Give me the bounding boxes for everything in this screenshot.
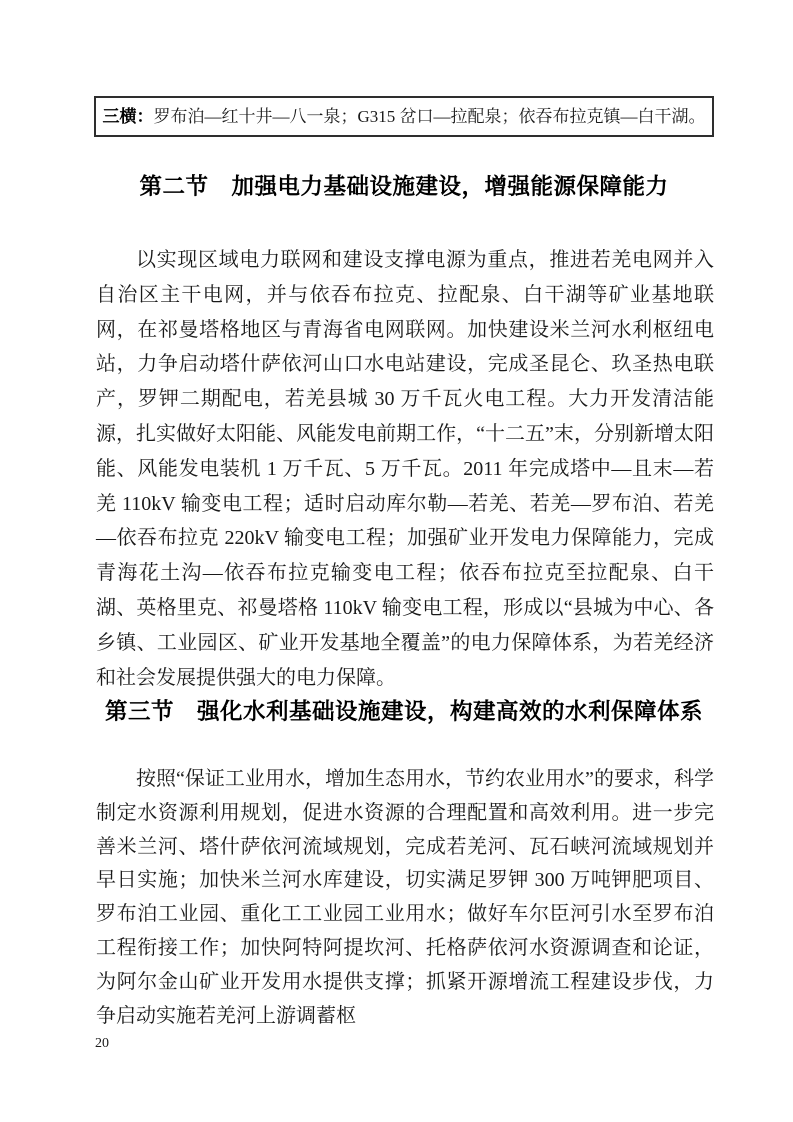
callout-text: 罗布泊—红十井—八一泉；G315 岔口—拉配泉；依吞布拉克镇—白干湖。 — [153, 107, 706, 126]
section-heading-water-conservancy: 第三节 强化水利基础设施建设，构建高效的水利保障体系 — [104, 699, 703, 724]
callout-box — [94, 96, 714, 137]
page-number: 20 — [95, 1036, 109, 1051]
section-paragraph-electric-power: 以实现区域电力联网和建设支撑电源为重点，推进若羌电网并入自治区主干电网，并与依吞布拉克、拉配泉、白干湖等矿业基地联网，在祁曼塔格地区与青海省电网联网。加快建设米兰河水利枢纽电站，力争启动塔什萨依河山口水电站建设，完成圣昆仑、玖圣热电联产，罗钾二期配电，若羌县城 30 万千瓦火电工程。大力开发清洁能源，扎实做好太阳能、风能发电前期工作，“十二五”末，分别新增太阳能、风能发电装机 1 万千瓦、5 万千瓦。2011 年完成塔中—且末—若羌 110kV 输变电工程；适时启动库尔勒—若羌、若羌—罗布泊、若羌—依吞布拉克 220kV 输变电工程；加强矿业开发电力保障能力，完成青海花土沟—依吞布拉克输变电工程；依吞布拉克至拉配泉、白干湖、英格里克、祁曼塔格 110kV 输变电工程，形成以“县城为中心、各乡镇、工业园区、矿业开发基地全覆盖”的电力保障体系，为若羌经济和社会发展提供强大的电力保障。 — [96, 249, 714, 689]
section-paragraph-water-conservancy: 按照“保证工业用水，增加生态用水，节约农业用水”的要求，科学制定水资源利用规划，促进水资源的合理配置和高效利用。进一步完善米兰河、塔什萨依河流域规划，完成若羌河、瓦石峡河流域规划并早日实施；加快米兰河水库建设，切实满足罗钾 300 万吨钾肥项目、罗布泊工业园、重化工工业园工业用水；做好车尔臣河引水至罗布泊工程衔接工作；加快阿特阿提坎河、托格萨依河水资源调查和论证，为阿尔金山矿业开发用水提供支撑；抓紧开源增流工程建设步伐，力争启动实施若羌河上游调蓄枢 — [96, 768, 714, 1027]
callout-label: 三横： — [102, 107, 154, 126]
section-heading-electric-power: 第二节 加强电力基础设施建设，增强能源保障能力 — [139, 174, 669, 199]
